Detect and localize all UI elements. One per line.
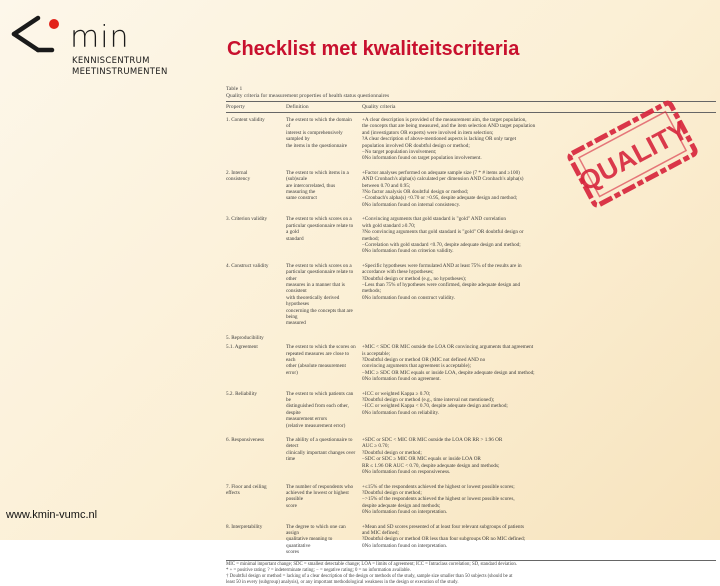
table-row	[226, 484, 716, 516]
section-reproducibility: 5. Reproducibility	[226, 334, 264, 341]
row-property: 5.1. Agreement	[226, 344, 258, 351]
row-property: 8. Interpretability	[226, 523, 263, 530]
row-property: 5.2. Reliability	[226, 390, 257, 397]
row-definition: The extent to which the domain of interest is comprehensively sampled by the items in the questionnaire	[286, 117, 352, 149]
row-criteria: +SDC or SDC < MIC OR MIC outside the LOA OR RR > 1.96 OR AUC ≥ 0.70; ?Doubtful design or method; −SDC or SDC ≥ MIC OR MIC equals or inside LOA OR RR ≤ 1.96 OR AUC < 0.70, despite adequate design and methods; 0No information found on responsiveness.	[362, 437, 503, 476]
row-criteria: +Specific hypotheses were formulated AND at least 75% of the results are in accordance with these hypotheses; ?Doubtful design or method (e.g., no hypotheses); −Less than 75% of hypotheses were confirmed, despite adequate design and methods; 0No information found on construct validity.	[362, 262, 522, 301]
row-criteria: +Mean and SD scores presented of at least four relevant subgroups of patients and MIC defined; ?Doubtful design or method OR less than four subgroups OR no MIC defined; 0No information found on interpretation.	[362, 523, 526, 549]
row-property: 7. Floor and ceiling effects	[226, 483, 267, 496]
header-property: Property	[226, 104, 245, 110]
row-property: 3. Criterion validity	[226, 216, 268, 223]
row-property: 1. Content validity	[226, 117, 265, 123]
row-definition: The degree to which one can assign qualitative meaning to quantitative scores	[286, 523, 346, 556]
logo-subtitle-line-1: KENNISCENTRUM	[72, 56, 150, 66]
table-row	[226, 437, 716, 475]
row-definition: The extent to which items in a (sub)scale are intercorrelated, thus measuring the same construct	[286, 169, 349, 202]
table-row	[226, 344, 716, 382]
table-caption-number: Table 1	[226, 86, 243, 92]
row-definition: The extent to which patients can be distinguished from each other, despite measurement errors (relative measurement error)	[286, 390, 354, 429]
row-criteria: +A clear description is provided of the measurement aim, the target population, the concepts that are being measured, and the item selection AND target population and (investigators OR experts) were involved in item selection; ?A clear description of above-mentioned aspects is lacking OR only target population involved OR doubtful design or method; −No target population involvement; 0No information found on target population involvement.	[362, 117, 536, 162]
footer-url: www.kmin-vumc.nl	[6, 509, 98, 521]
row-criteria: +ICC or weighted Kappa ≥ 0.70; ?Doubtful design or method (e.g., time interval not mentioned); −ICC or weighted Kappa < 0.70, despite adequate design and method; 0No information found on reliability.	[362, 390, 508, 416]
header-definition: Definition	[286, 104, 309, 110]
row-property: 6. Responsiveness	[226, 437, 265, 444]
row-criteria: +Factor analyses performed on adequate sample size (7 * # items and ≥100) AND Cronbach's alpha(s) calculated per dimension AND Cronbach's alpha(s) between 0.70 and 0.95; ?No factor analysis OR doubtful design or method; −Cronbach's alpha(s) <0.70 or >0.95, despite adequate design and method; 0No information found on internal consistency.	[362, 169, 524, 208]
row-property: 4. Construct validity	[226, 262, 269, 269]
row-property: 2. Internal consistency	[226, 169, 251, 183]
table-bottom-rule	[226, 560, 716, 561]
table-row	[226, 263, 716, 327]
header-quality-criteria: Quality criteria	[362, 104, 396, 110]
row-criteria: +MIC < SDC OR MIC outside the LOA OR convincing arguments that agreement is acceptable; ?Doubtful design or method OR (MIC not defined AND no convincing arguments that agreement is acceptable); −MIC ≥ SDC OR MIC equals or inside LOA, despite adequate design and method; 0No information found on agreement.	[362, 344, 535, 383]
slide-title: Checklist met kwaliteitscriteria	[227, 38, 520, 60]
table-footnote: MIC = minimal important change; SDC = smallest detectable change; LOA = limits of agreement; ICC = Intraclass correlation; SD, standard deviation. * + = positive rating; ? = indeterminate rating; − = negative rating; 0 = no information available. † Doubtful design or method = lacking of a clear description of the design or methods of the study, sample size smaller than 50 subjects (should be at least 50 in every (subgroup) analysis), or any important methodological weakness in the design or execution of the study.	[226, 561, 517, 585]
row-criteria: +Convincing arguments that gold standard is "gold" AND correlation with gold standard ≥0.70; ?No convincing arguments that gold standard is "gold" OR doubtful design or method; −Correlation with gold standard <0.70, despite adequate design and method; 0No information found on criterion validity.	[362, 216, 524, 255]
logo-subtitle	[72, 56, 168, 78]
kmin-logo	[8, 10, 168, 80]
row-definition: The extent to which scores on a particular questionnaire relate to other measures in a manner that is consistent with theoretically derived hypotheses concerning the concepts that are being measured	[286, 262, 354, 327]
logo-figure-icon	[8, 10, 70, 58]
row-definition: The extent to which scores on a particular questionnaire relate to a gold standard	[286, 216, 354, 242]
row-criteria: +≤15% of the respondents achieved the highest or lowest possible scores; ?Doubtful design or method; −>15% of the respondents achieved the highest or lowest possible scores, despite adequate design and methods; 0No information found on interpretation.	[362, 483, 515, 516]
logo-subtitle-line-2: MEETINSTRUMENTEN	[72, 67, 168, 77]
quality-stamp-text: QUALITY	[574, 114, 693, 197]
row-definition: The extent to which the scores on repeated measures are close to each other (absolute measurement error)	[286, 344, 356, 376]
logo-wordmark: min	[70, 20, 130, 55]
row-definition: The ability of a questionnaire to detect clinically important changes over time	[286, 437, 356, 463]
row-definition: The number of respondents who achieved the lowest or highest possible score	[286, 483, 354, 509]
table-row	[226, 391, 716, 429]
quality-stamp-icon	[558, 90, 708, 220]
table-row	[226, 216, 716, 254]
table-row	[226, 524, 716, 556]
table-caption-title: Quality criteria for measurement properties of health status questionnaires	[226, 93, 390, 99]
